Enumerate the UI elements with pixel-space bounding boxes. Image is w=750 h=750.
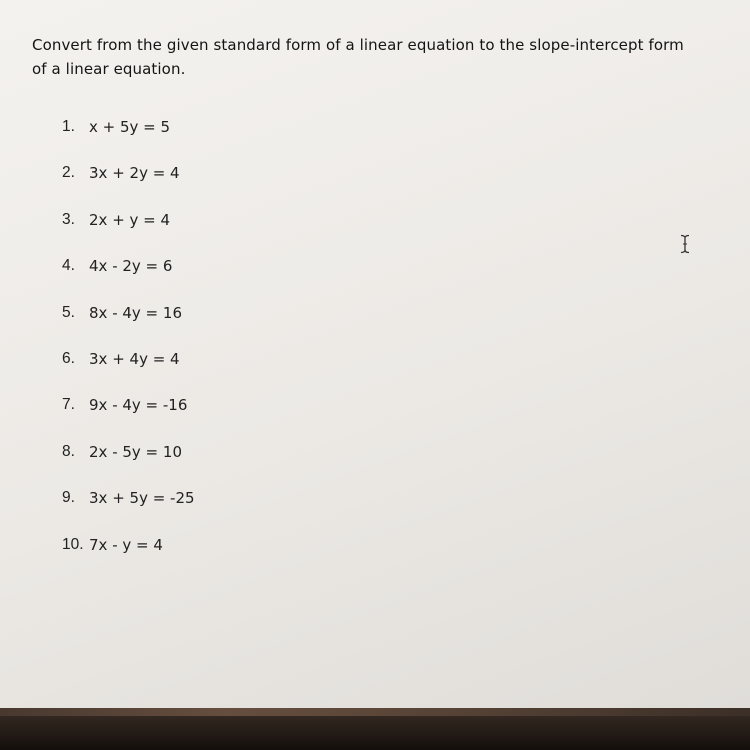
problem-number: 1. [62,118,75,135]
problem-item [62,211,195,257]
problem-number: 5. [62,303,75,321]
problem-number: 3. [62,210,75,228]
problem-equation: 9x - 4y = -16 [89,396,188,415]
problem-equation: 2x - 5y = 10 [89,442,182,461]
problem-item [62,536,195,582]
problem-number: 8. [62,442,75,460]
problem-item [62,118,195,164]
problem-item [62,257,195,303]
problem-number: 6. [62,349,75,367]
problem-number: 2. [62,164,75,182]
text-cursor-icon [678,234,692,254]
problem-item [62,443,195,489]
instructions-text: Convert from the given standard form of a linear equation to the slope-intercept form of a linear equation. [32,36,684,78]
problem-equation: 2x + y = 4 [89,210,171,229]
problem-number: 4. [62,257,75,275]
problem-equation: 7x - y = 4 [89,535,163,554]
problem-list [62,118,195,582]
problem-number: 10. [62,535,84,553]
problem-item [62,350,195,396]
problem-equation: 8x - 4y = 16 [89,303,182,322]
monitor-bezel-edge [0,708,750,716]
problem-number: 9. [62,489,75,507]
problem-number: 7. [62,396,75,414]
problem-equation: 4x - 2y = 6 [89,257,173,276]
problem-equation: x + 5y = 5 [89,118,171,136]
problem-item [62,396,195,442]
problem-equation: 3x + 2y = 4 [89,164,180,183]
problem-equation: 3x + 4y = 4 [89,349,180,368]
problem-item [62,304,195,350]
problem-item [62,164,195,210]
problem-item [62,489,195,535]
problem-equation: 3x + 5y = -25 [89,489,195,508]
